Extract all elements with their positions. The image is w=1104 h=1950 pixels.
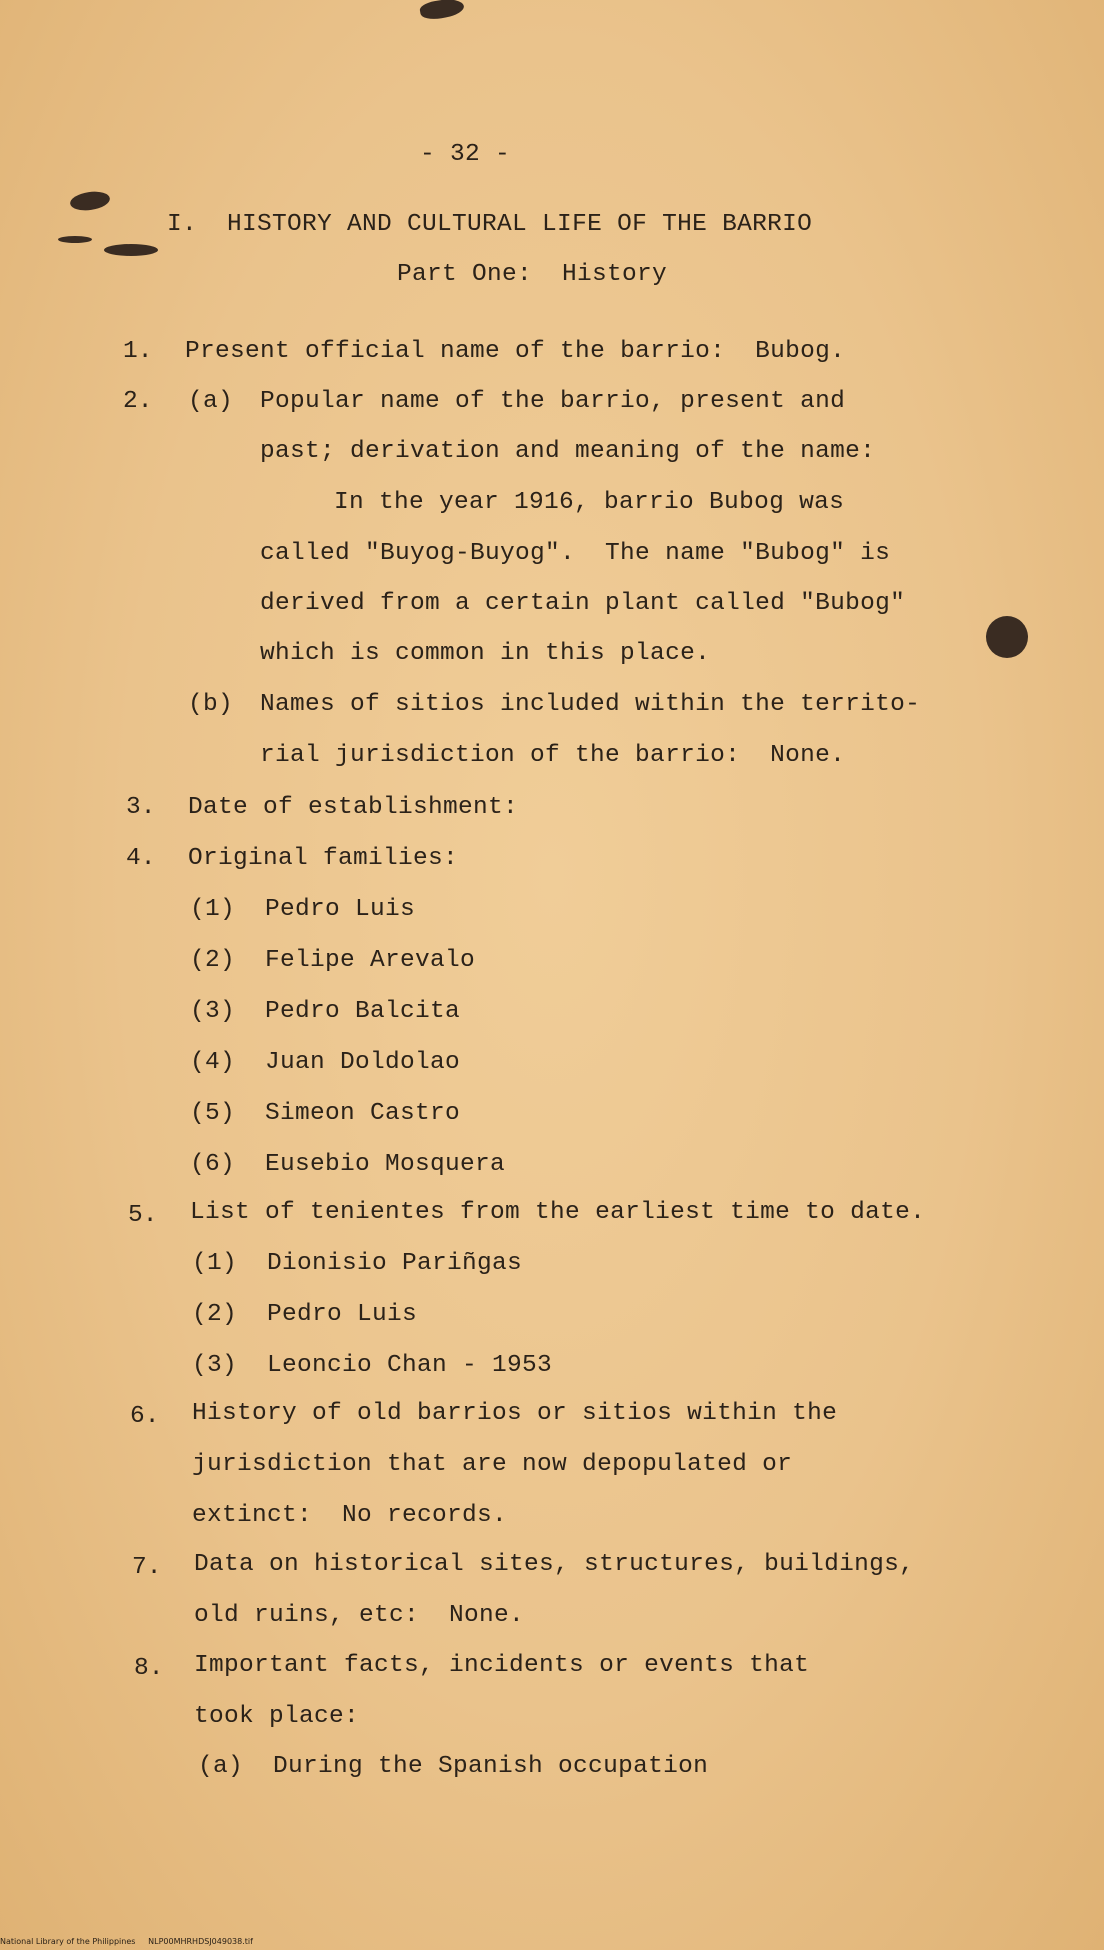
item-2a-label: (a) bbox=[188, 388, 234, 415]
ink-blot-left-3 bbox=[104, 244, 158, 256]
item-3-number: 3. bbox=[126, 794, 156, 821]
section-heading: I. HISTORY AND CULTURAL LIFE OF THE BARRIO bbox=[167, 211, 813, 238]
ink-blot-left-1 bbox=[69, 189, 111, 212]
item-7-number: 7. bbox=[132, 1554, 162, 1581]
page-number: - 32 - bbox=[420, 141, 511, 168]
item-3-text: Date of establishment: bbox=[188, 794, 519, 821]
item-2b-label: (b) bbox=[188, 691, 234, 718]
item-8-number: 8. bbox=[134, 1655, 164, 1682]
teniente-2: (2) Pedro Luis bbox=[192, 1301, 418, 1328]
family-4: (4) Juan Doldolao bbox=[190, 1049, 461, 1076]
item-2a-line-1: Popular name of the barrio, present and bbox=[260, 388, 846, 415]
item-2a-line-5: derived from a certain plant called "Bubog" bbox=[260, 590, 906, 617]
family-3: (3) Pedro Balcita bbox=[190, 998, 461, 1025]
item-1-number: 1. bbox=[123, 338, 153, 365]
ink-blot-top bbox=[419, 0, 465, 22]
item-5-number: 5. bbox=[128, 1202, 158, 1229]
item-2a-line-4: called "Buyog-Buyog". The name "Bubog" is bbox=[260, 540, 891, 567]
item-2a-line-2: past; derivation and meaning of the name: bbox=[260, 438, 876, 465]
section-subheading: Part One: History bbox=[397, 261, 668, 288]
item-6-line-2: jurisdiction that are now depopulated or bbox=[192, 1451, 793, 1478]
item-6-line-3: extinct: No records. bbox=[192, 1502, 508, 1529]
ink-blot-right bbox=[986, 616, 1028, 658]
teniente-3: (3) Leoncio Chan - 1953 bbox=[192, 1352, 553, 1379]
item-2b-line-1: Names of sitios included within the territo- bbox=[260, 691, 921, 718]
item-1-text: Present official name of the barrio: Bubog. bbox=[185, 338, 846, 365]
item-5-text: List of tenientes from the earliest time to date. bbox=[190, 1199, 926, 1226]
item-6-line-1: History of old barrios or sitios within the bbox=[192, 1400, 838, 1427]
item-4-number: 4. bbox=[126, 845, 156, 872]
item-2b-line-2: rial jurisdiction of the barrio: None. bbox=[260, 742, 846, 769]
item-2a-line-6: which is common in this place. bbox=[260, 640, 711, 667]
item-6-number: 6. bbox=[130, 1403, 160, 1430]
family-6: (6) Eusebio Mosquera bbox=[190, 1151, 506, 1178]
family-1: (1) Pedro Luis bbox=[190, 896, 416, 923]
family-5: (5) Simeon Castro bbox=[190, 1100, 461, 1127]
item-7-line-1: Data on historical sites, structures, buildings, bbox=[194, 1551, 915, 1578]
item-2a-line-3: In the year 1916, barrio Bubog was bbox=[334, 489, 845, 516]
scan-footer: National Library of the Philippines NLP00MHRHDSJ049038.tif bbox=[0, 1937, 253, 1946]
item-8-line-1: Important facts, incidents or events that bbox=[194, 1652, 810, 1679]
item-2-number: 2. bbox=[123, 388, 153, 415]
teniente-1: (1) Dionisio Pariñgas bbox=[192, 1250, 523, 1277]
item-8a: (a) During the Spanish occupation bbox=[198, 1753, 709, 1780]
family-2: (2) Felipe Arevalo bbox=[190, 947, 476, 974]
ink-blot-left-2 bbox=[58, 236, 92, 243]
item-8-line-2: took place: bbox=[194, 1703, 360, 1730]
item-4-text: Original families: bbox=[188, 845, 459, 872]
item-7-line-2: old ruins, etc: None. bbox=[194, 1602, 525, 1629]
